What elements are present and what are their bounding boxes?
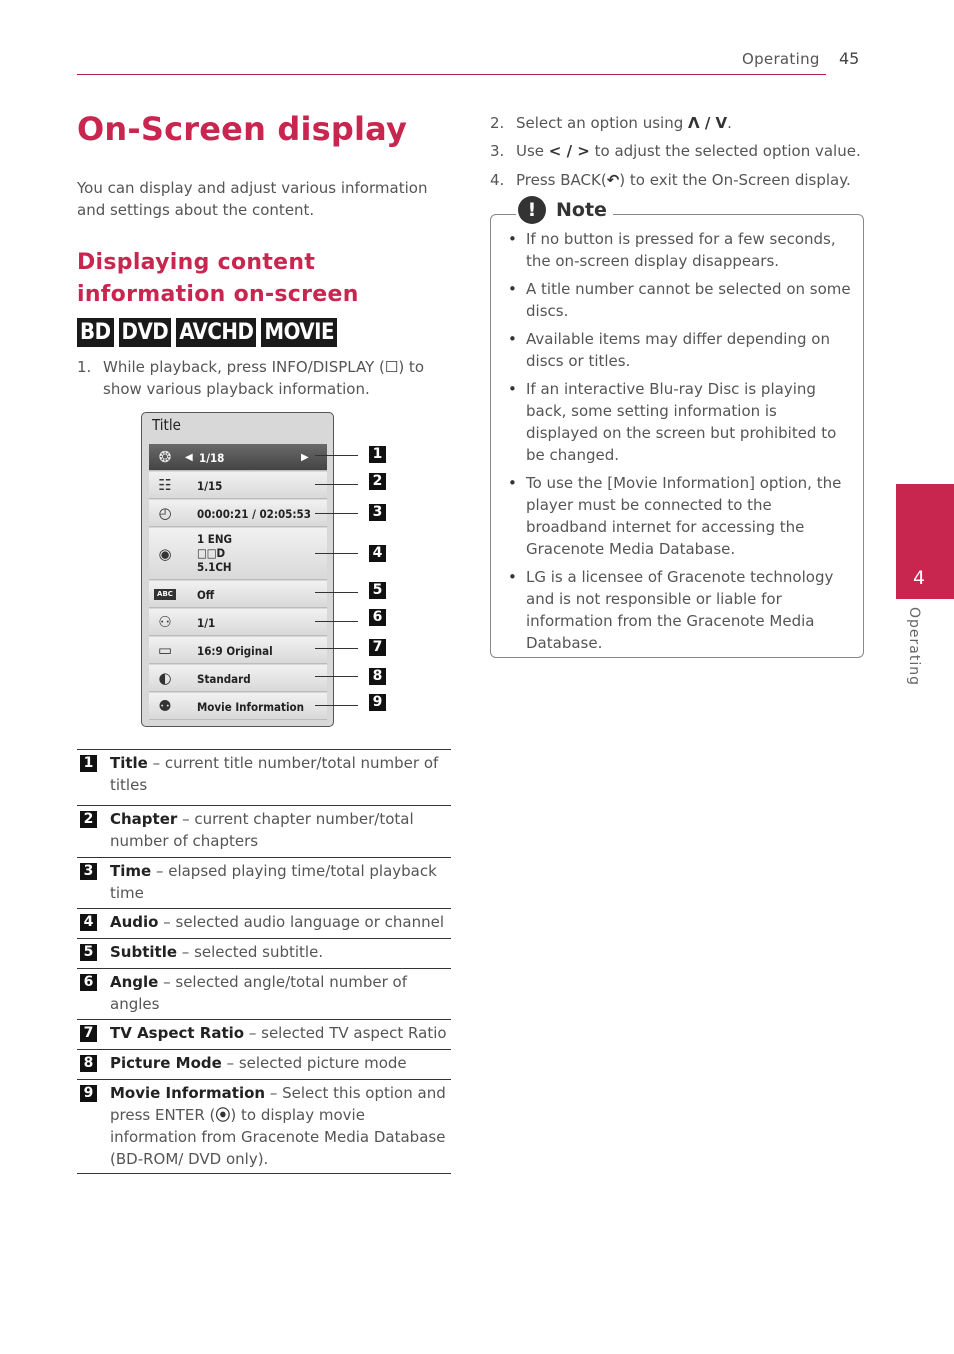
callout-line (315, 592, 358, 593)
legend-row (77, 1019, 451, 1049)
step-text-cont: to adjust the selected option value. (589, 142, 861, 160)
enter-button-icon: ⦿ (215, 1106, 231, 1124)
osd-row-chapter (149, 472, 327, 499)
clapper-icon: ☷ (158, 476, 172, 494)
callout-line (315, 676, 358, 677)
step-text-cont: ) to exit the On-Screen display. (619, 171, 851, 189)
callout-line (315, 648, 358, 649)
on-screen-display-screenshot (141, 412, 334, 727)
callout-line (315, 705, 358, 706)
callout-line (315, 553, 358, 554)
legend-row (77, 968, 451, 1019)
osd-row-subtitle (149, 581, 327, 608)
note-header (516, 196, 613, 224)
legend-term: Picture Mode (110, 1054, 222, 1072)
callout-line (315, 484, 358, 485)
media-type-badges (77, 318, 337, 347)
legend-desc: – current title number/total number of titles (110, 754, 439, 794)
gracenote-icon: ⚉ (158, 697, 172, 715)
clock-icon: ◴ (158, 504, 172, 522)
arrow-left-icon: ◀ (185, 452, 193, 463)
chapter-label-text: Operating (906, 607, 922, 686)
step-3 (490, 140, 870, 162)
step-4 (490, 169, 870, 191)
chapter-side-label (904, 607, 928, 697)
callout-9: 9 (369, 694, 386, 711)
osd-value: Movie Information (197, 700, 304, 714)
legend-number: 4 (80, 914, 97, 931)
legend-number: 6 (80, 974, 97, 991)
callout-6: 6 (369, 609, 386, 626)
callout-3: 3 (369, 504, 386, 521)
camera-icon: ⚇ (158, 613, 172, 631)
legend-desc: – selected TV aspect Ratio (244, 1024, 447, 1042)
legend-number: 3 (80, 863, 97, 880)
legend-number: 8 (80, 1055, 97, 1072)
legend-desc: – selected picture mode (221, 1054, 407, 1072)
section-heading: Displaying content information on-screen (77, 250, 359, 307)
running-header-section: Operating (742, 50, 820, 68)
speaker-icon: ◉ (158, 545, 172, 563)
badge-bd: BD (77, 318, 114, 347)
step-text: Press BACK( (516, 171, 607, 189)
legend-term: Movie Information (110, 1084, 266, 1102)
note-item: • Available items may differ depending on discs or titles. (508, 328, 853, 372)
disc-icon: ❂ (158, 448, 172, 466)
step-text-cont: ) to (398, 358, 424, 376)
osd-value: 1/1 (197, 616, 216, 630)
callout-4: 4 (369, 545, 386, 562)
legend-term: Title (110, 754, 148, 772)
arrow-right-icon: ▶ (301, 452, 309, 463)
subtitle-abc-icon: ABC (154, 589, 176, 600)
osd-row-angle (149, 609, 327, 636)
legend-term: Angle (110, 973, 159, 991)
badge-movie: MOVIE (261, 318, 337, 347)
osd-title: Title (152, 416, 181, 434)
note-item: • If an interactive Blu-ray Disc is playing back, some setting information is displayed on the screen but prohibited to be changed. (508, 378, 853, 466)
osd-value: Off (197, 588, 215, 602)
note-list (508, 228, 853, 660)
legend-row (77, 1079, 451, 1174)
step-2 (490, 112, 870, 134)
legend-term: TV Aspect Ratio (110, 1024, 245, 1042)
step-text: Use (516, 142, 549, 160)
exclamation-icon: ! (518, 196, 546, 224)
callout-line (315, 621, 358, 622)
header-rule (77, 74, 826, 75)
osd-row-audio (149, 528, 327, 580)
note-item: • If no button is pressed for a few seconds, the on-screen display disappears. (508, 228, 853, 272)
legend-desc-cont: ) to display movie information from Gracenote Media Database (BD-ROM/ DVD only). (110, 1106, 446, 1168)
up-down-arrows-icon: Λ / V (688, 114, 728, 132)
osd-row-title (149, 444, 327, 471)
page-number: 45 (839, 49, 860, 68)
callout-5: 5 (369, 582, 386, 599)
osd-value: 1/15 (197, 479, 223, 493)
legend-number: 5 (80, 944, 97, 961)
badge-dvd: DVD (119, 318, 172, 347)
osd-value: 1/18 (199, 451, 225, 465)
osd-row-movie-info (149, 693, 327, 720)
step-text-line2: show various playback information. (103, 380, 370, 398)
osd-value: 00:00:21 / 02:05:53 (197, 507, 311, 521)
badge-avchd: AVCHD (176, 318, 256, 347)
legend-row (77, 1049, 451, 1079)
legend-row (77, 805, 451, 857)
legend-desc: – elapsed playing time/total playback time (110, 862, 437, 902)
tv-aspect-icon: ▭ (157, 641, 173, 659)
legend-number: 2 (80, 811, 97, 828)
legend-number: 1 (80, 755, 97, 772)
note-item: • A title number cannot be selected on some discs. (508, 278, 853, 322)
note-title: Note (556, 199, 607, 221)
step-text-cont: . (727, 114, 732, 132)
legend-row (77, 749, 451, 805)
legend-desc: – selected angle/total number of angles (110, 973, 407, 1013)
callout-line (315, 513, 358, 514)
note-item: • LG is a licensee of Gracenote technology and is not responsible or liable for information from the Gracenote Media Database. (508, 566, 853, 654)
osd-value: 1 ENG □□D 5.1CH (197, 532, 233, 574)
legend-desc: – Select this option and press ENTER ( (110, 1084, 446, 1124)
info-display-icon: ☐ (384, 358, 399, 376)
legend-desc: – selected audio language or channel (158, 913, 445, 931)
legend-term: Time (110, 862, 152, 880)
chapter-number: 4 (912, 567, 926, 589)
legend-number: 7 (80, 1025, 97, 1042)
legend-term: Audio (110, 913, 159, 931)
intro-paragraph: You can display and adjust various information and settings about the content. (77, 179, 428, 219)
step-number: 2. (490, 114, 505, 132)
legend-desc: – selected subtitle. (177, 943, 324, 961)
legend-desc: – current chapter number/total number of chapters (110, 810, 414, 850)
legend-row (77, 857, 451, 908)
step-number: 3. (490, 142, 505, 160)
callout-7: 7 (369, 639, 386, 656)
callout-2: 2 (369, 473, 386, 490)
legend-row (77, 908, 451, 938)
callout-line (315, 455, 358, 456)
legend-row (77, 938, 451, 968)
callout-8: 8 (369, 668, 386, 685)
osd-value: 16:9 Original (197, 644, 273, 658)
legend-term: Subtitle (110, 943, 178, 961)
left-right-arrows-icon: < / > (548, 142, 590, 160)
osd-row-time (149, 500, 327, 527)
step-1 (77, 356, 457, 402)
step-number: 1. (77, 358, 92, 376)
legend-term: Chapter (110, 810, 178, 828)
step-text: Select an option using (516, 114, 688, 132)
osd-row-picture-mode (149, 665, 327, 692)
step-number: 4. (490, 171, 505, 189)
back-icon: ↶ (606, 171, 620, 189)
step-text: While playback, press INFO/DISPLAY ( (103, 358, 385, 376)
callout-1: 1 (369, 446, 386, 463)
legend-number: 9 (80, 1085, 97, 1102)
note-item: • To use the [Movie Information] option, the player must be connected to the broadband internet for accessing the Gracenote Media Database. (508, 472, 853, 560)
osd-row-aspect (149, 637, 327, 664)
page-title: On-Screen display (77, 110, 408, 148)
picture-mode-icon: ◐ (158, 669, 172, 687)
osd-legend-table (77, 749, 451, 1174)
osd-value: Standard (197, 672, 251, 686)
